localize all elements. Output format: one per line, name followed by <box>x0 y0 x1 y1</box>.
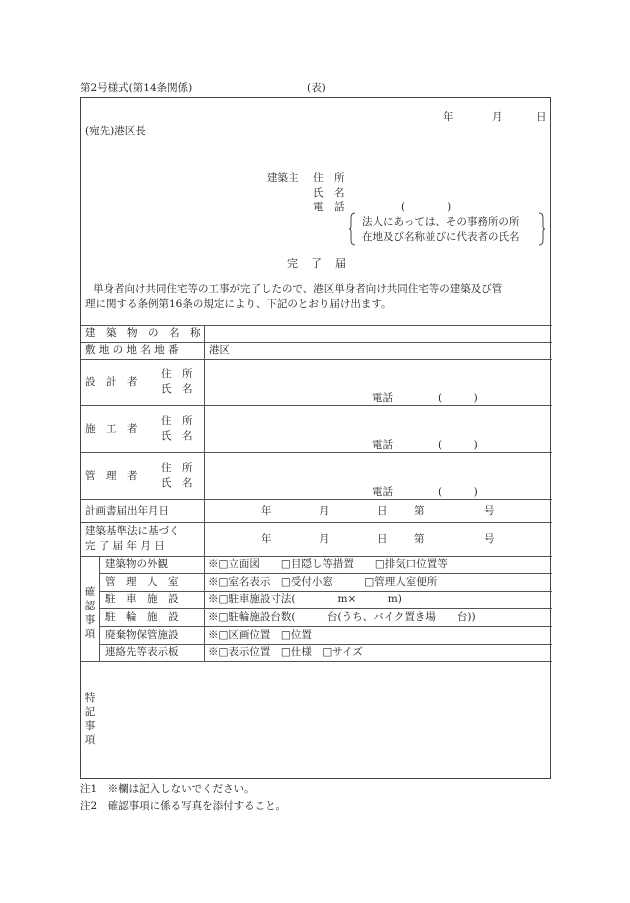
law-label-line2: 完 了 届 年 月 日 <box>85 540 165 552</box>
applicant-address-label: 住 所 <box>313 172 345 184</box>
manager-address-label: 住 所 <box>161 462 193 474</box>
special-notes-label: 特記事項 <box>84 692 96 746</box>
constructor-label: 施 工 者 <box>85 423 138 435</box>
plan-day: 日 <box>377 505 388 517</box>
check-bicycle-label: 駐 輪 施 設 <box>105 611 179 623</box>
site-label: 敷 地 の 地 名 地 番 <box>85 344 179 356</box>
law-dai: 第 <box>414 533 425 545</box>
check-exterior-value: ※□立面図 □目隠し等措置 □排気口位置等 <box>208 558 448 570</box>
check-sign-label: 連絡先等表示板 <box>105 646 179 658</box>
footnote-2: 注2 確認事項に係る写真を添付すること。 <box>80 800 287 812</box>
intro-line2: 理に関する条例第16条の規定により、下記のとおり届け出ます。 <box>85 298 392 310</box>
constructor-address-label: 住 所 <box>161 415 193 427</box>
law-year: 年 <box>261 533 272 545</box>
manager-label: 管 理 者 <box>85 470 138 482</box>
applicant-role: 建築主 <box>267 172 299 184</box>
building-name-label: 建 築 物 の 名 称 <box>85 327 201 339</box>
date-year: 年 <box>443 111 454 123</box>
check-sign-value: ※□表示位置 □仕様 □サイズ <box>208 646 363 658</box>
corporate-note-line1: 法人にあっては、その事務所の所 <box>362 216 520 228</box>
manager-phone-label: 電話 <box>372 486 393 498</box>
addressee: (宛先)港区長 <box>85 125 146 137</box>
plan-month: 月 <box>319 505 330 517</box>
designer-name-label: 氏 名 <box>161 383 193 395</box>
corporate-note-brackets <box>349 212 545 246</box>
check-bicycle-value: ※□駐輪施設台数( 台(うち、バイク置き場 台)) <box>208 611 476 623</box>
applicant-phone-parens: ( ) <box>401 201 452 213</box>
form-number: 第2号様式(第14条関係) <box>80 82 193 94</box>
corporate-note-line2: 在地及び名称並びに代表者の氏名 <box>362 231 520 243</box>
check-waste-label: 廃棄物保管施設 <box>105 629 179 641</box>
date-month: 月 <box>492 111 503 123</box>
check-parking-value: ※□駐車施設寸法( m× m) <box>208 593 402 605</box>
check-waste-value: ※□区画位置 □位置 <box>208 629 312 641</box>
law-label-line1: 建築基準法に基づく <box>85 525 180 537</box>
designer-phone-parens: ( ) <box>438 392 478 404</box>
check-exterior-label: 建築物の外観 <box>105 558 168 570</box>
manager-phone-parens: ( ) <box>438 486 478 498</box>
site-value: 港区 <box>209 344 230 356</box>
check-manager-room-label: 管 理 人 室 <box>105 576 179 588</box>
intro-line1: 単身者向け共同住宅等の工事が完了したので、港区単身者向け共同住宅等の建築及び管 <box>93 283 503 295</box>
law-day: 日 <box>377 533 388 545</box>
constructor-name-label: 氏 名 <box>161 430 193 442</box>
plan-go: 号 <box>484 505 495 517</box>
plan-dai: 第 <box>414 505 425 517</box>
form-title: 完 了 届 <box>287 257 347 270</box>
designer-phone-label: 電話 <box>372 392 393 404</box>
manager-name-label: 氏 名 <box>161 477 193 489</box>
date-day: 日 <box>536 111 547 123</box>
check-manager-room-value: ※□室名表示 □受付小窓 □管理人室便所 <box>208 576 438 588</box>
designer-label: 設 計 者 <box>85 376 138 388</box>
law-month: 月 <box>319 533 330 545</box>
applicant-phone-label: 電 話 <box>313 201 345 213</box>
plan-year: 年 <box>261 505 272 517</box>
applicant-name-label: 氏 名 <box>313 187 345 199</box>
law-go: 号 <box>484 533 495 545</box>
constructor-phone-parens: ( ) <box>438 439 478 451</box>
designer-address-label: 住 所 <box>161 368 193 380</box>
footnote-1: 注1 ※欄は記入しないでください。 <box>80 783 255 795</box>
constructor-phone-label: 電話 <box>372 439 393 451</box>
side-label: (表) <box>307 82 326 94</box>
check-label: 確認事項 <box>84 586 96 640</box>
plan-date-label: 計画書届出年月日 <box>85 505 169 517</box>
form-frame <box>80 97 551 779</box>
check-parking-label: 駐 車 施 設 <box>105 593 179 605</box>
